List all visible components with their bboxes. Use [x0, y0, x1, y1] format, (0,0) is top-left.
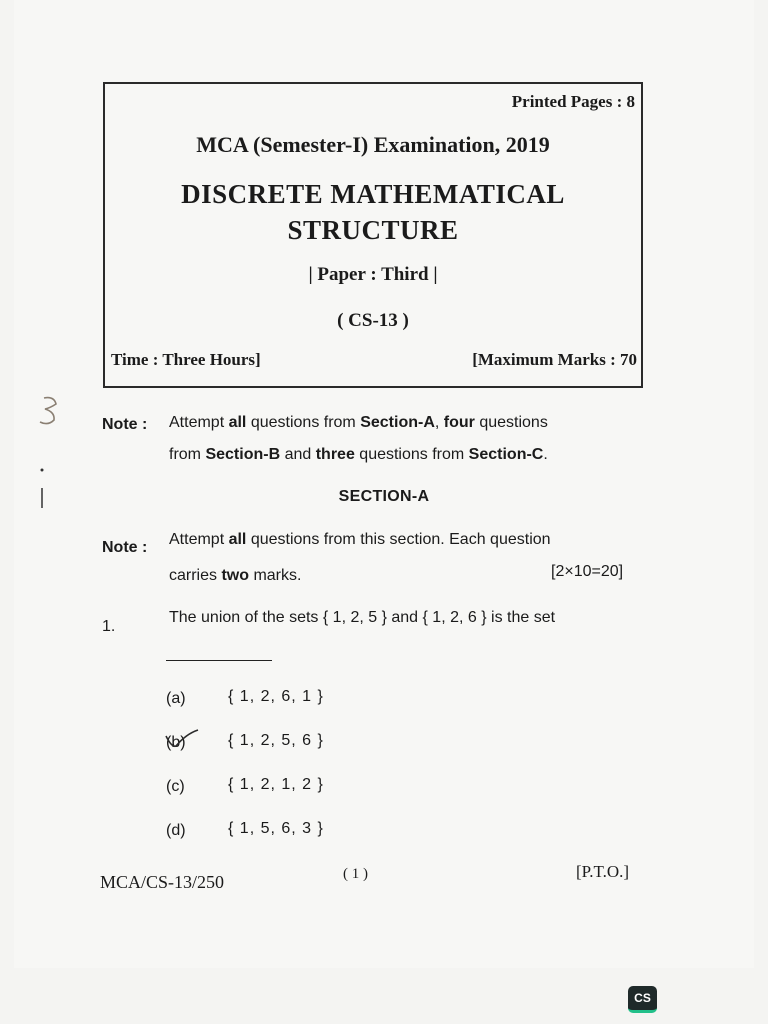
- course-code: ( CS-13 ): [337, 310, 409, 331]
- section-heading: SECTION-A: [338, 488, 430, 505]
- option-label: (b): [166, 734, 186, 751]
- printed-pages: Printed Pages : 8: [511, 92, 635, 111]
- note-label: Note :: [102, 416, 148, 433]
- subject-title-line2: STRUCTURE: [287, 215, 459, 245]
- option-value: { 1, 2, 6, 1 }: [228, 688, 324, 705]
- scanner-logo-icon: CS: [628, 986, 657, 1013]
- page-number: ( 1 ): [343, 866, 368, 882]
- option-value: { 1, 2, 1, 2 }: [228, 776, 324, 793]
- section-note-line-1: Attempt all questions from this section. Each question: [169, 531, 551, 548]
- exam-title: MCA (Semester-I) Examination, 2019: [196, 132, 550, 157]
- option-label: (d): [166, 822, 186, 839]
- section-note-line-2: carries two marks.: [169, 567, 302, 584]
- option-label: (c): [166, 778, 185, 795]
- question-text: The union of the sets { 1, 2, 5 } and { 1, 2, 6 } is the set: [169, 609, 556, 626]
- maximum-marks: [Maximum Marks : 70: [472, 350, 637, 369]
- header-box: [103, 82, 643, 388]
- subject-title-line1: DISCRETE MATHEMATICAL: [181, 179, 565, 209]
- exam-duration: Time : Three Hours]: [111, 350, 261, 369]
- footer-paper-code: MCA/CS-13/250: [100, 872, 225, 892]
- question-number: 1.: [102, 618, 116, 635]
- section-note-label: Note :: [102, 539, 148, 556]
- handwritten-tick-icon: [160, 728, 200, 752]
- option-value: { 1, 5, 6, 3 }: [228, 820, 324, 837]
- option-value: { 1, 2, 5, 6 }: [228, 732, 324, 749]
- answer-blank: [166, 660, 272, 661]
- option-label: (a): [166, 690, 186, 707]
- section-marks: [2×10=20]: [551, 563, 624, 580]
- note-line-1: Attempt all questions from Section-A, four questions: [169, 414, 548, 431]
- please-turn-over: [P.T.O.]: [576, 862, 630, 881]
- subject-title: [105, 176, 641, 248]
- paper-number: | Paper : Third |: [308, 264, 438, 285]
- note-line-2: from Section-B and three questions from Section-C.: [169, 446, 548, 463]
